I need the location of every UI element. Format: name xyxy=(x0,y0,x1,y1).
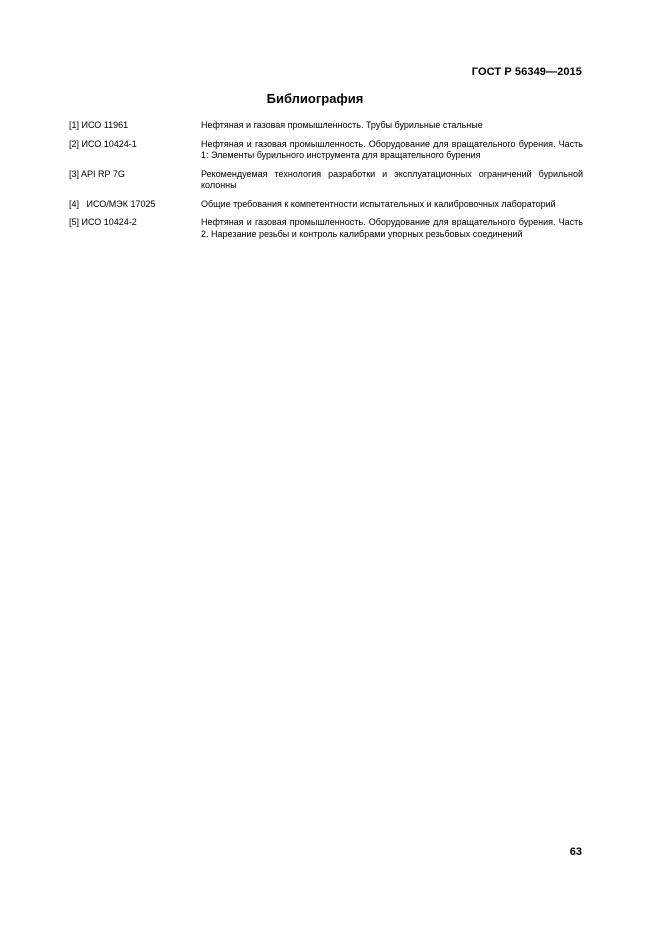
bibliography-reference: [4] ИСО/МЭК 17025 xyxy=(69,198,156,209)
bibliography-list xyxy=(69,120,583,247)
bibliography-title: Общие требования к компетентности испытательных и калибровочных лабораторий xyxy=(201,198,556,209)
section-title: Библиография xyxy=(266,91,364,106)
bibliography-title: Нефтяная и газовая промышленность. Трубы бурильные стальные xyxy=(201,120,483,130)
bibliography-entry xyxy=(69,169,583,192)
page-number: 63 xyxy=(569,846,582,858)
bibliography-reference: [3] API RP 7G xyxy=(69,168,125,179)
bibliography-entry xyxy=(69,120,583,132)
bibliography-title: Рекомендуемая технология разработки и эксплуатационных ограничений бурильной колонны xyxy=(201,168,583,190)
bibliography-entry xyxy=(69,139,583,162)
bibliography-entry xyxy=(69,199,583,211)
document-code: ГОСТ Р 56349—2015 xyxy=(471,66,582,78)
bibliography-title: Нефтяная и газовая промышленность. Оборудование для вращательного бурения. Часть 1: Элементы бурильного инструмента для вращательного бурения xyxy=(201,138,583,160)
bibliography-title: Нефтяная и газовая промышленность. Оборудование для вращательного бурения. Часть 2. Нарезание резьбы и контроль калибрами упорных резьбовых соединений xyxy=(201,217,583,239)
bibliography-reference: [2] ИСО 10424-1 xyxy=(69,138,137,149)
bibliography-reference: [5] ИСО 10424-2 xyxy=(69,217,137,227)
bibliography-reference: [1] ИСО 11961 xyxy=(69,120,129,130)
bibliography-entry xyxy=(69,217,583,240)
